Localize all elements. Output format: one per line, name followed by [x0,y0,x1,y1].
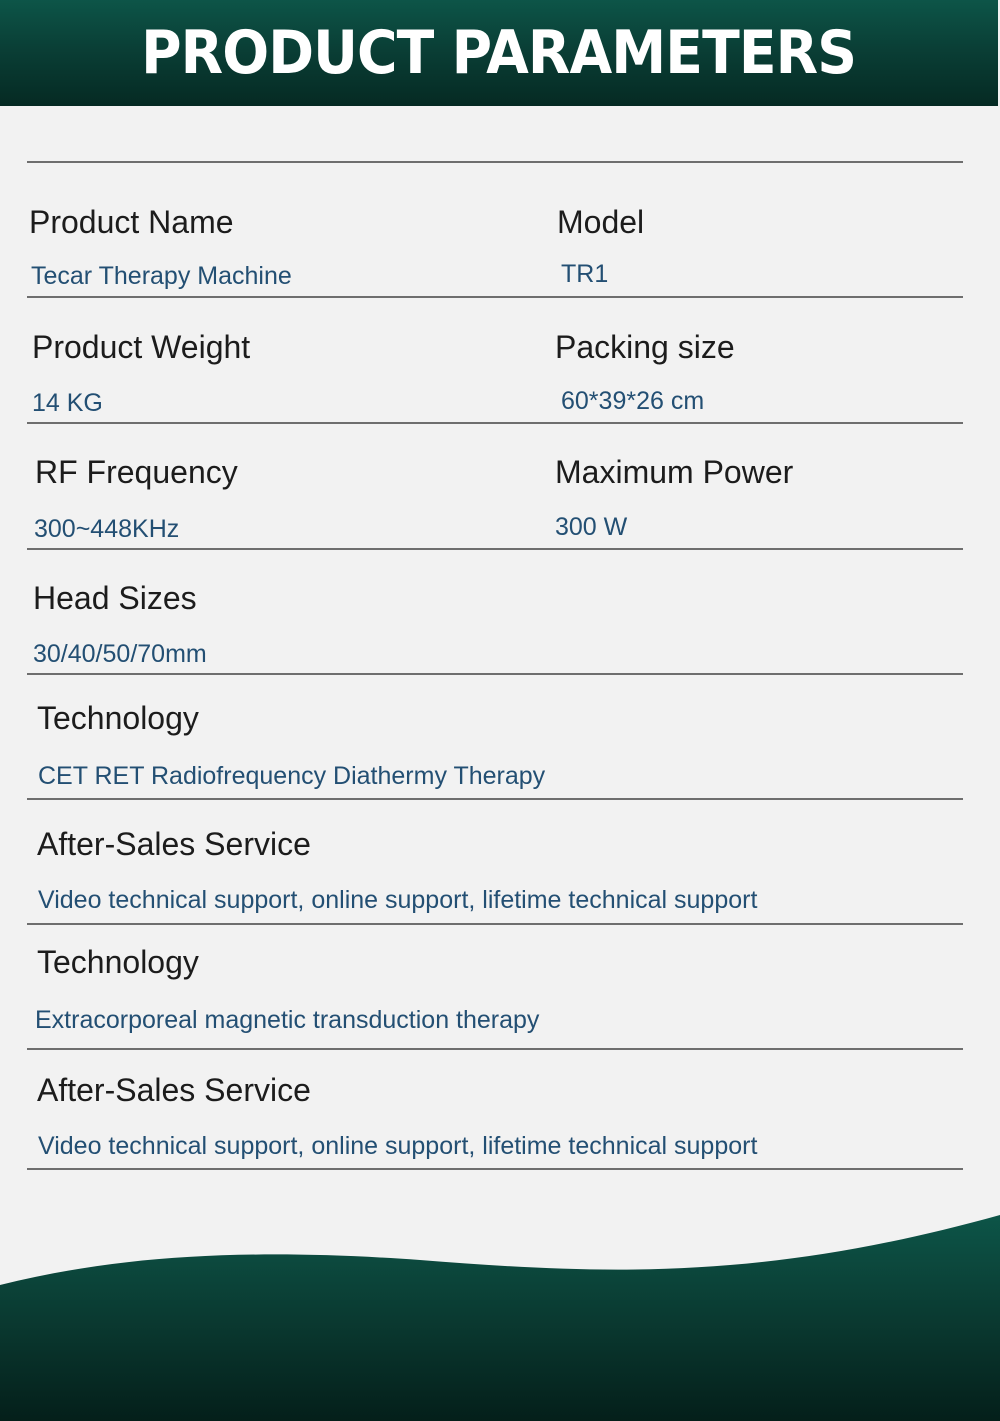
param-rf-frequency [27,424,547,548]
param-value: 14 KG [32,389,103,417]
param-product-name [27,172,547,296]
param-row-technology-2 [27,924,963,1050]
param-row-after-sales-1 [27,799,963,925]
param-model [555,172,955,296]
param-value: CET RET Radiofrequency Diathermy Therapy [38,762,546,790]
param-after-sales-service [27,1044,927,1168]
param-row-head-sizes [27,549,963,675]
param-value: 30/40/50/70mm [33,640,207,668]
param-label: Technology [37,700,199,736]
param-label: Model [557,204,645,240]
param-maximum-power [555,424,955,548]
param-packing-size [555,298,955,422]
page-header [0,0,998,106]
param-value: Tecar Therapy Machine [31,262,292,290]
param-label: Technology [37,944,199,980]
param-after-sales-service [27,799,927,923]
param-value: 60*39*26 cm [561,387,705,415]
footer-wave-decoration [0,1210,1000,1421]
param-label: RF Frequency [35,454,238,490]
param-value: TR1 [561,260,609,288]
param-label: After-Sales Service [37,826,311,862]
top-divider [27,161,963,163]
param-row-weight-packing [27,298,963,424]
param-row-after-sales-2 [27,1044,963,1170]
param-row-name-model [27,172,963,298]
param-product-weight [27,298,547,422]
param-label: Maximum Power [555,454,794,490]
param-head-sizes [27,549,547,673]
param-value: Video technical support, online support, lifetime technical support [38,886,758,914]
param-row-frequency-power [27,424,963,550]
param-label: Head Sizes [33,580,197,616]
param-technology [27,674,927,798]
param-label: Packing size [555,329,735,365]
param-value: Extracorporeal magnetic transduction therapy [35,1006,540,1034]
param-value: 300~448KHz [34,515,180,543]
param-technology [27,924,927,1048]
param-value: Video technical support, online support, lifetime technical support [38,1132,758,1160]
param-label: After-Sales Service [37,1072,311,1108]
param-value: 300 W [555,513,628,541]
param-row-technology-1 [27,674,963,800]
param-label: Product Name [29,204,234,240]
page-title: PRODUCT PARAMETERS [141,18,857,88]
param-label: Product Weight [32,329,251,365]
